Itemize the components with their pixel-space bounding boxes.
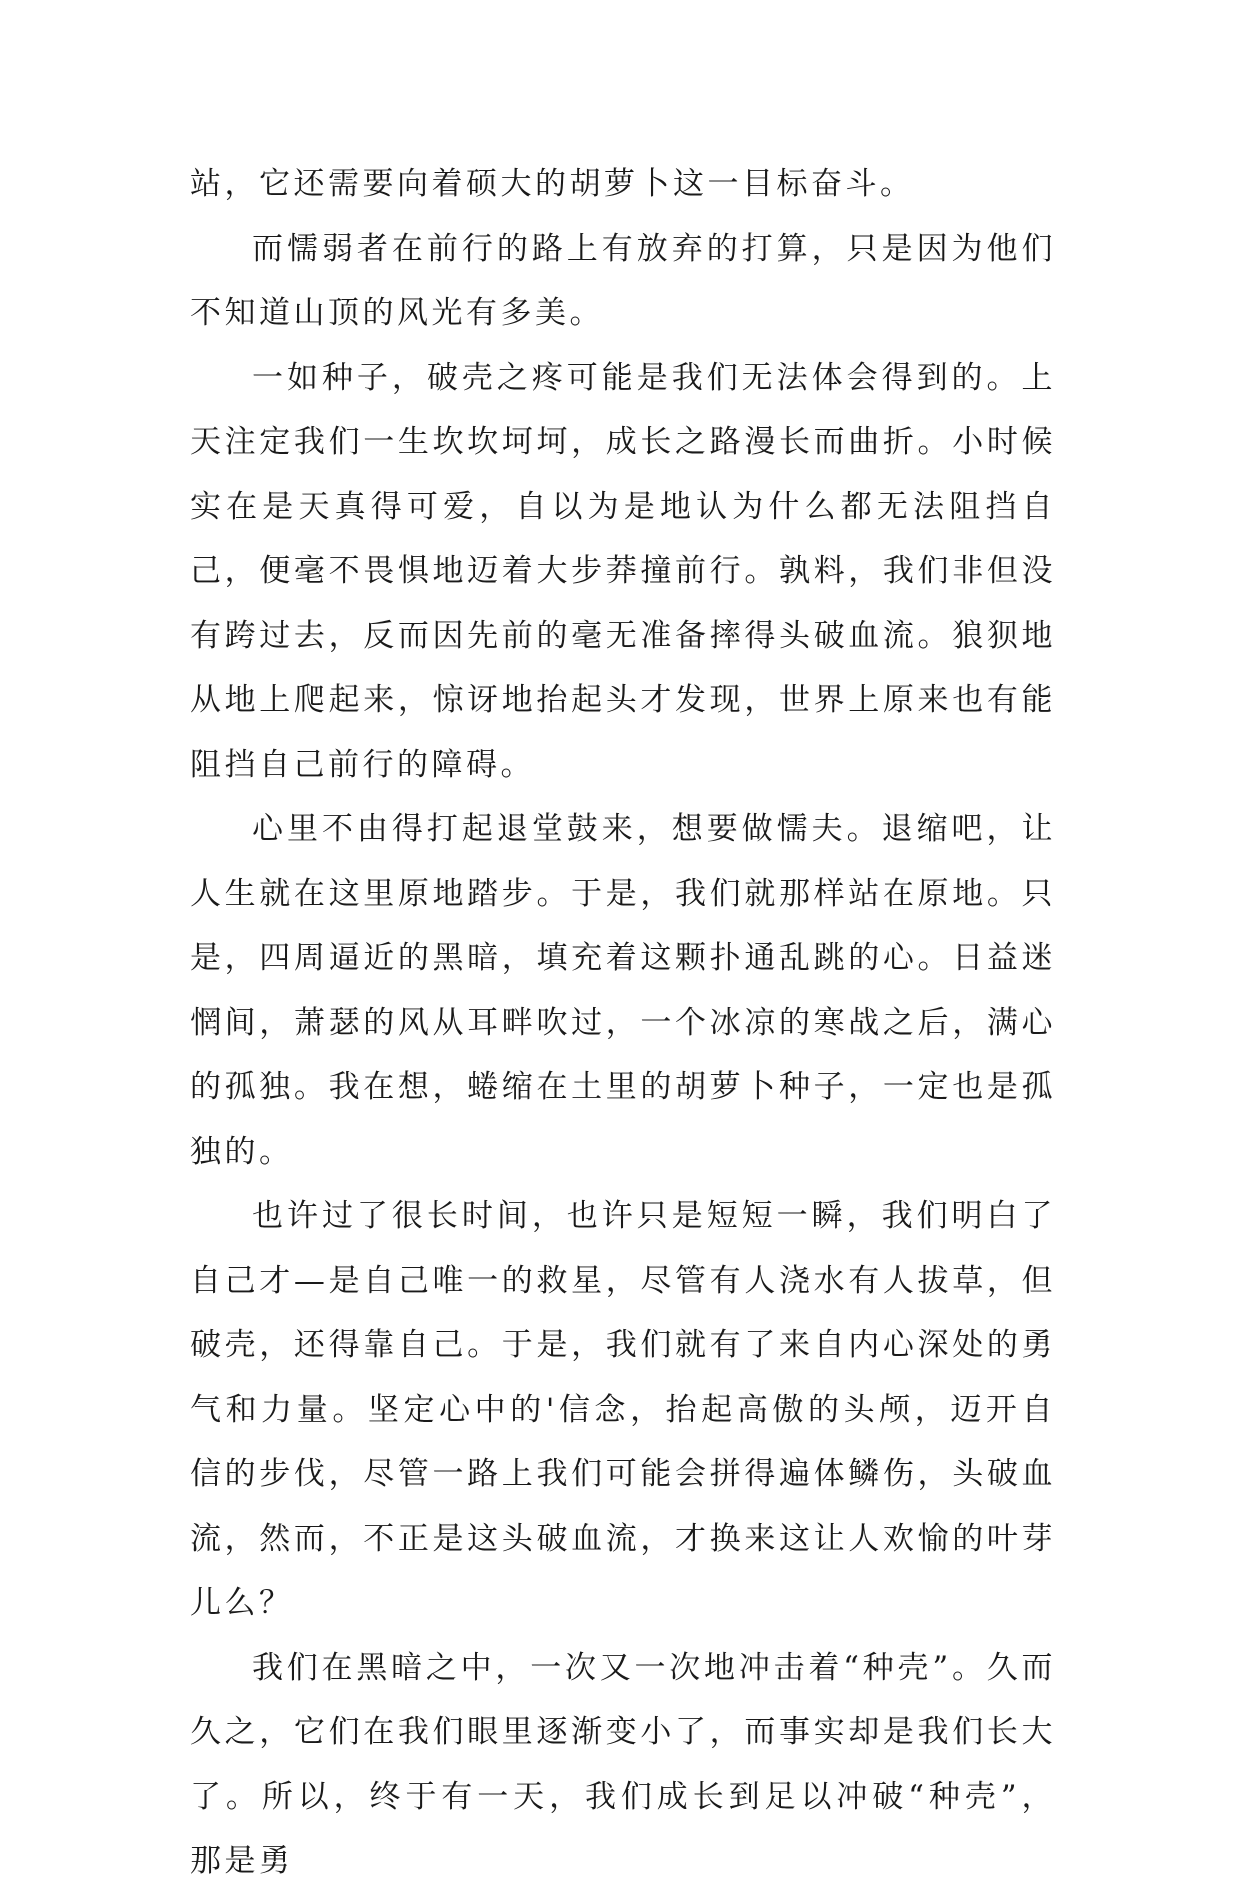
- paragraph-6: 我们在黑暗之中，一次又一次地冲击着“种壳”。久而久之，它们在我们眼里逐渐变小了，而事实却是我们长大了。所以，终于有一天，我们成长到足以冲破“种壳”，那是勇: [190, 1649, 1056, 1879]
- paragraph-1: 站，它还需要向着硕大的胡萝卜这一目标奋斗。: [190, 166, 915, 202]
- paragraph-3: 一如种子，破壳之疼可能是我们无法体会得到的。上天注定我们一生坎坎坷坷，成长之路漫长而曲折。小时候实在是天真得可爱，自以为是地认为什么都无法阻挡自己，便毫不畏惧地迈着大步莽撞前行。孰料，我们非但没有跨过去，反而因先前的毫无准备摔得头破血流。狼狈地从地上爬起来，惊讶地抬起头才发现，世界上原来也有能阻挡自己前行的障碍。: [190, 359, 1056, 783]
- paragraph-2: 而懦弱者在前行的路上有放弃的打算，只是因为他们不知道山顶的风光有多美。: [190, 230, 1056, 331]
- paragraph-4: 心里不由得打起退堂鼓来，想要做懦夫。退缩吧，让人生就在这里原地踏步。于是，我们就那样站在原地。只是，四周逼近的黑暗，填充着这颗扑通乱跳的心。日益迷惘间，萧瑟的风从耳畔吹过，一个冰凉的寒战之后，满心的孤独。我在想，蜷缩在土里的胡萝卜种子，一定也是孤独的。: [190, 811, 1056, 1170]
- paragraph-5: 也许过了很长时间，也许只是短短一瞬，我们明白了自己才—是自己唯一的救星，尽管有人浇水有人拔草，但破壳，还得靠自己。于是，我们就有了来自内心深处的勇气和力量。坚定心中的'信念，抬起高傲的头颅，迈开自信的步伐，尽管一路上我们可能会拼得遍体鳞伤，头破血流，然而，不正是这头破血流，才换来这让人欢愉的叶芽儿么？: [190, 1198, 1056, 1621]
- body-text: [190, 152, 1056, 1894]
